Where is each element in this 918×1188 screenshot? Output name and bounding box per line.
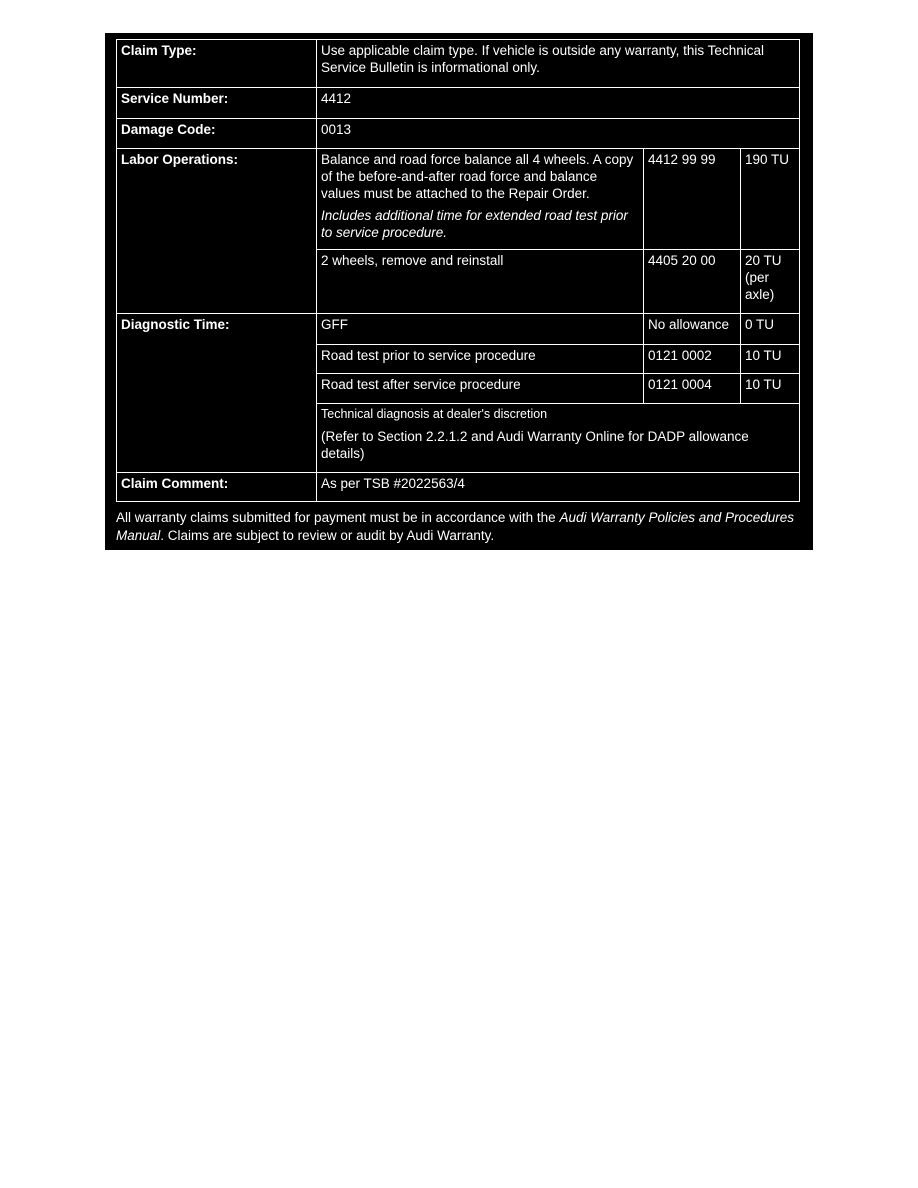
- claim-comment-label: Claim Comment:: [117, 473, 317, 502]
- damage-code-value: 0013: [317, 119, 800, 149]
- labor-operation-description: 2 wheels, remove and reinstall: [317, 250, 644, 314]
- warranty-claim-table: [116, 39, 800, 502]
- warranty-footer-note: [116, 509, 806, 545]
- diagnostic-description: Road test after service procedure: [317, 374, 644, 404]
- diagnostic-code: 0121 0004: [644, 374, 741, 404]
- labor-operation-description: Balance and road force balance all 4 wheels. A copy of the before-and-after road force and balance values must be attached to the Repair Order.: [321, 152, 634, 201]
- claim-comment-row: [117, 473, 800, 502]
- claim-comment-value: As per TSB #2022563/4: [317, 473, 800, 502]
- dealer-discretion-cell: [317, 404, 800, 473]
- service-number-label: Service Number:: [117, 88, 317, 119]
- diagnostic-time-row: [117, 314, 800, 345]
- dealer-discretion-text: Technical diagnosis at dealer's discretion: [321, 407, 548, 421]
- damage-code-label: Damage Code:: [117, 119, 317, 149]
- labor-operation-tu: 190 TU: [741, 149, 800, 250]
- diagnostic-tu: 10 TU: [741, 374, 800, 404]
- labor-operation-code: 4405 20 00: [644, 250, 741, 314]
- warranty-claim-panel: [105, 33, 813, 550]
- diagnostic-code: No allowance: [644, 314, 741, 345]
- service-number-row: [117, 88, 800, 119]
- diagnostic-code: 0121 0002: [644, 345, 741, 374]
- labor-operation-note: Includes additional time for extended road test prior to service procedure.: [321, 208, 628, 240]
- diagnostic-tu: 10 TU: [741, 345, 800, 374]
- service-number-value: 4412: [317, 88, 800, 119]
- labor-operations-label: Labor Operations:: [117, 149, 317, 314]
- claim-type-value: Use applicable claim type. If vehicle is outside any warranty, this Technical Service Bulletin is informational only.: [317, 40, 800, 88]
- footer-text-start: All warranty claims submitted for payment must be in accordance with the: [116, 510, 560, 525]
- footer-manual-title: Audi Warranty Policies and Procedures Manual: [116, 510, 795, 543]
- claim-type-label: Claim Type:: [117, 40, 317, 88]
- labor-operation-tu: 20 TU (per axle): [741, 250, 800, 314]
- diagnostic-time-label: Diagnostic Time:: [117, 314, 317, 473]
- footer-text-end: . Claims are subject to review or audit by Audi Warranty.: [160, 528, 495, 543]
- diagnostic-description: GFF: [317, 314, 644, 345]
- diagnostic-description: Road test prior to service procedure: [317, 345, 644, 374]
- diagnostic-tu: 0 TU: [741, 314, 800, 345]
- claim-type-row: [117, 40, 800, 88]
- labor-operation-row: [117, 149, 800, 250]
- dealer-discretion-note: (Refer to Section 2.2.1.2 and Audi Warranty Online for DADP allowance details): [321, 429, 749, 461]
- labor-operation-description-cell: [317, 149, 644, 250]
- labor-operation-code: 4412 99 99: [644, 149, 741, 250]
- damage-code-row: [117, 119, 800, 149]
